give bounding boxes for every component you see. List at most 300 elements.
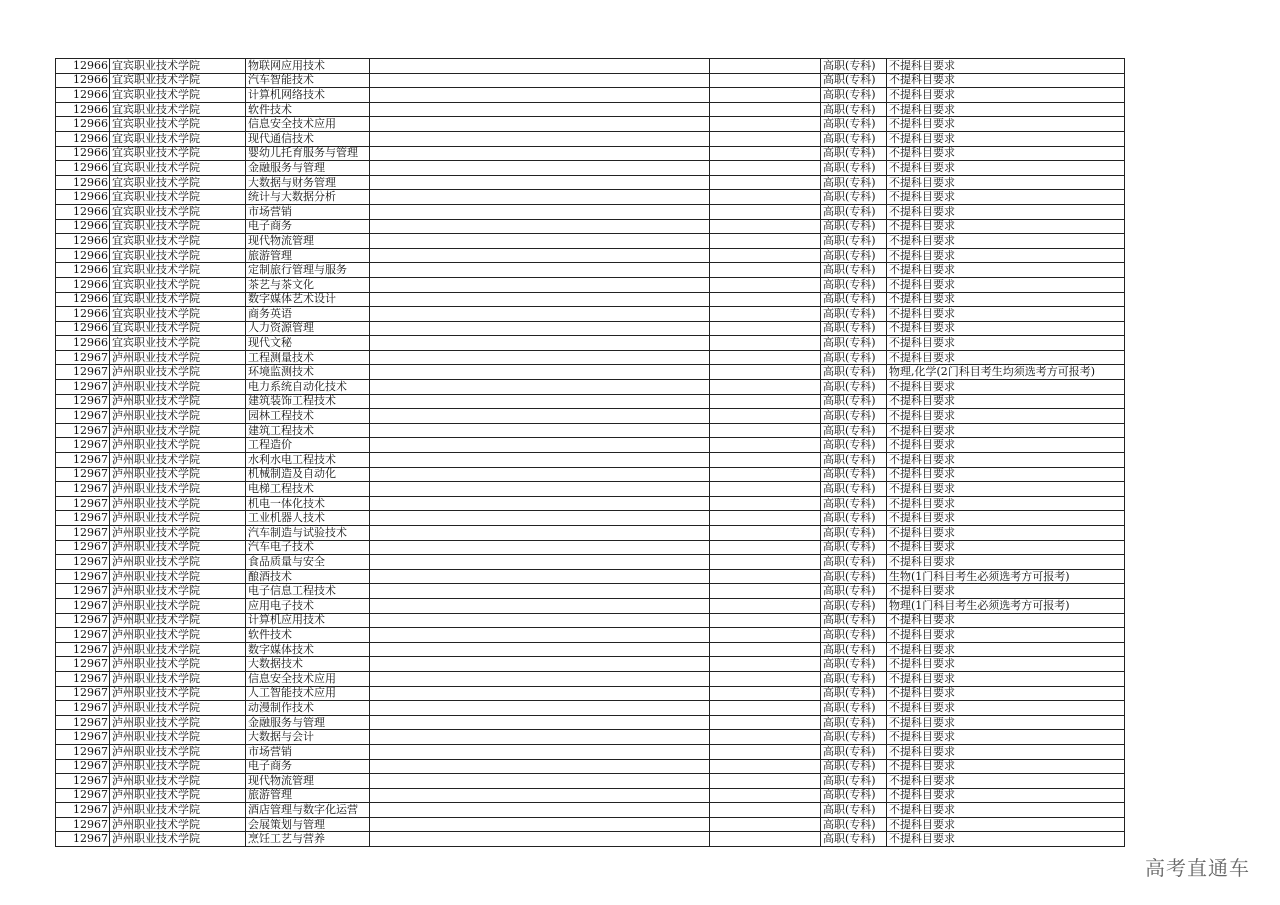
blank-cell [710, 817, 821, 832]
school-name-cell: 泸州职业技术学院 [110, 526, 246, 541]
school-name-cell: 泸州职业技术学院 [110, 423, 246, 438]
school-code-cell: 12967 [56, 701, 110, 716]
blank-cell [370, 409, 710, 424]
blank-cell [710, 467, 821, 482]
level-cell: 高职(专科) [821, 88, 887, 103]
subject-requirement-cell: 不提科目要求 [887, 190, 1125, 205]
major-name-cell: 计算机应用技术 [246, 613, 370, 628]
school-name-cell: 宜宾职业技术学院 [110, 131, 246, 146]
admission-table [55, 58, 1125, 847]
level-cell: 高职(专科) [821, 774, 887, 789]
subject-requirement-cell: 不提科目要求 [887, 117, 1125, 132]
table-row [56, 759, 1125, 774]
level-cell: 高职(专科) [821, 584, 887, 599]
level-cell: 高职(专科) [821, 701, 887, 716]
school-name-cell: 泸州职业技术学院 [110, 511, 246, 526]
school-code-cell: 12966 [56, 234, 110, 249]
table-row [56, 540, 1125, 555]
school-code-cell: 12966 [56, 336, 110, 351]
level-cell: 高职(专科) [821, 204, 887, 219]
school-code-cell: 12966 [56, 161, 110, 176]
school-code-cell: 12967 [56, 380, 110, 395]
school-code-cell: 12967 [56, 394, 110, 409]
blank-cell [370, 394, 710, 409]
subject-requirement-cell: 不提科目要求 [887, 380, 1125, 395]
school-code-cell: 12967 [56, 409, 110, 424]
school-code-cell: 12967 [56, 569, 110, 584]
blank-cell [710, 336, 821, 351]
subject-requirement-cell: 物理(1门科目考生必须选考方可报考) [887, 598, 1125, 613]
school-name-cell: 泸州职业技术学院 [110, 438, 246, 453]
major-name-cell: 机电一体化技术 [246, 496, 370, 511]
school-code-cell: 12967 [56, 832, 110, 847]
level-cell: 高职(专科) [821, 467, 887, 482]
school-name-cell: 宜宾职业技术学院 [110, 277, 246, 292]
school-code-cell: 12966 [56, 175, 110, 190]
blank-cell [710, 628, 821, 643]
subject-requirement-cell: 不提科目要求 [887, 511, 1125, 526]
blank-cell [710, 146, 821, 161]
blank-cell [710, 759, 821, 774]
table-row [56, 409, 1125, 424]
subject-requirement-cell: 不提科目要求 [887, 526, 1125, 541]
level-cell: 高职(专科) [821, 511, 887, 526]
subject-requirement-cell: 不提科目要求 [887, 730, 1125, 745]
blank-cell [710, 569, 821, 584]
major-name-cell: 建筑装饰工程技术 [246, 394, 370, 409]
major-name-cell: 现代物流管理 [246, 234, 370, 249]
level-cell: 高职(专科) [821, 817, 887, 832]
level-cell: 高职(专科) [821, 438, 887, 453]
subject-requirement-cell: 不提科目要求 [887, 613, 1125, 628]
blank-cell [710, 511, 821, 526]
blank-cell [370, 584, 710, 599]
school-code-cell: 12967 [56, 555, 110, 570]
blank-cell [370, 744, 710, 759]
school-code-cell: 12966 [56, 117, 110, 132]
blank-cell [370, 263, 710, 278]
major-name-cell: 信息安全技术应用 [246, 671, 370, 686]
table-row [56, 336, 1125, 351]
major-name-cell: 动漫制作技术 [246, 701, 370, 716]
blank-cell [710, 701, 821, 716]
subject-requirement-cell: 不提科目要求 [887, 88, 1125, 103]
level-cell: 高职(专科) [821, 146, 887, 161]
level-cell: 高职(专科) [821, 307, 887, 322]
school-code-cell: 12966 [56, 321, 110, 336]
blank-cell [370, 117, 710, 132]
table-row [56, 482, 1125, 497]
blank-cell [710, 788, 821, 803]
school-name-cell: 宜宾职业技术学院 [110, 88, 246, 103]
table-row [56, 175, 1125, 190]
subject-requirement-cell: 不提科目要求 [887, 496, 1125, 511]
blank-cell [370, 88, 710, 103]
blank-cell [710, 102, 821, 117]
level-cell: 高职(专科) [821, 409, 887, 424]
table-row [56, 146, 1125, 161]
school-name-cell: 泸州职业技术学院 [110, 555, 246, 570]
school-code-cell: 12966 [56, 73, 110, 88]
table-row [56, 496, 1125, 511]
school-code-cell: 12966 [56, 292, 110, 307]
major-name-cell: 水利水电工程技术 [246, 453, 370, 468]
blank-cell [370, 671, 710, 686]
blank-cell [370, 248, 710, 263]
school-name-cell: 泸州职业技术学院 [110, 598, 246, 613]
blank-cell [710, 73, 821, 88]
blank-cell [710, 642, 821, 657]
subject-requirement-cell: 不提科目要求 [887, 701, 1125, 716]
major-name-cell: 工业机器人技术 [246, 511, 370, 526]
major-name-cell: 物联网应用技术 [246, 59, 370, 74]
blank-cell [370, 277, 710, 292]
school-name-cell: 泸州职业技术学院 [110, 671, 246, 686]
school-name-cell: 泸州职业技术学院 [110, 569, 246, 584]
table-row [56, 88, 1125, 103]
blank-cell [710, 598, 821, 613]
level-cell: 高职(专科) [821, 131, 887, 146]
major-name-cell: 环境监测技术 [246, 365, 370, 380]
table-row [56, 817, 1125, 832]
school-code-cell: 12967 [56, 438, 110, 453]
table-row [56, 803, 1125, 818]
level-cell: 高职(专科) [821, 803, 887, 818]
school-name-cell: 宜宾职业技术学院 [110, 161, 246, 176]
table-row [56, 467, 1125, 482]
school-code-cell: 12967 [56, 350, 110, 365]
subject-requirement-cell: 不提科目要求 [887, 102, 1125, 117]
blank-cell [370, 730, 710, 745]
table-row [56, 423, 1125, 438]
major-name-cell: 数字媒体艺术设计 [246, 292, 370, 307]
school-code-cell: 12966 [56, 248, 110, 263]
table-row [56, 321, 1125, 336]
school-code-cell: 12967 [56, 686, 110, 701]
blank-cell [370, 613, 710, 628]
major-name-cell: 大数据技术 [246, 657, 370, 672]
major-name-cell: 软件技术 [246, 628, 370, 643]
blank-cell [370, 598, 710, 613]
subject-requirement-cell: 不提科目要求 [887, 715, 1125, 730]
major-name-cell: 园林工程技术 [246, 409, 370, 424]
blank-cell [370, 59, 710, 74]
level-cell: 高职(专科) [821, 263, 887, 278]
level-cell: 高职(专科) [821, 59, 887, 74]
major-name-cell: 计算机网络技术 [246, 88, 370, 103]
table-row [56, 219, 1125, 234]
subject-requirement-cell: 不提科目要求 [887, 467, 1125, 482]
school-name-cell: 泸州职业技术学院 [110, 496, 246, 511]
level-cell: 高职(专科) [821, 628, 887, 643]
blank-cell [710, 59, 821, 74]
subject-requirement-cell: 不提科目要求 [887, 409, 1125, 424]
blank-cell [370, 817, 710, 832]
school-name-cell: 宜宾职业技术学院 [110, 219, 246, 234]
blank-cell [370, 642, 710, 657]
table-row [56, 526, 1125, 541]
subject-requirement-cell: 物理,化学(2门科目考生均须选考方可报考) [887, 365, 1125, 380]
table-row [56, 584, 1125, 599]
major-name-cell: 市场营销 [246, 204, 370, 219]
level-cell: 高职(专科) [821, 423, 887, 438]
major-name-cell: 汽车电子技术 [246, 540, 370, 555]
major-name-cell: 现代物流管理 [246, 774, 370, 789]
school-name-cell: 泸州职业技术学院 [110, 409, 246, 424]
school-name-cell: 泸州职业技术学院 [110, 642, 246, 657]
school-code-cell: 12967 [56, 803, 110, 818]
table-row [56, 234, 1125, 249]
table-row [56, 671, 1125, 686]
blank-cell [370, 102, 710, 117]
level-cell: 高职(专科) [821, 482, 887, 497]
level-cell: 高职(专科) [821, 117, 887, 132]
table-row [56, 744, 1125, 759]
blank-cell [710, 423, 821, 438]
table-row [56, 307, 1125, 322]
school-name-cell: 泸州职业技术学院 [110, 657, 246, 672]
school-code-cell: 12967 [56, 788, 110, 803]
level-cell: 高职(专科) [821, 540, 887, 555]
table-row [56, 730, 1125, 745]
blank-cell [710, 803, 821, 818]
major-name-cell: 信息安全技术应用 [246, 117, 370, 132]
school-code-cell: 12967 [56, 628, 110, 643]
school-name-cell: 泸州职业技术学院 [110, 803, 246, 818]
level-cell: 高职(专科) [821, 657, 887, 672]
table-row [56, 774, 1125, 789]
school-name-cell: 泸州职业技术学院 [110, 817, 246, 832]
level-cell: 高职(专科) [821, 73, 887, 88]
major-name-cell: 电梯工程技术 [246, 482, 370, 497]
blank-cell [370, 365, 710, 380]
major-name-cell: 旅游管理 [246, 248, 370, 263]
level-cell: 高职(专科) [821, 555, 887, 570]
blank-cell [710, 730, 821, 745]
level-cell: 高职(专科) [821, 453, 887, 468]
level-cell: 高职(专科) [821, 613, 887, 628]
table-row [56, 204, 1125, 219]
subject-requirement-cell: 不提科目要求 [887, 438, 1125, 453]
level-cell: 高职(专科) [821, 248, 887, 263]
major-name-cell: 数字媒体技术 [246, 642, 370, 657]
major-name-cell: 工程造价 [246, 438, 370, 453]
level-cell: 高职(专科) [821, 832, 887, 847]
table-row [56, 350, 1125, 365]
school-name-cell: 泸州职业技术学院 [110, 759, 246, 774]
blank-cell [370, 292, 710, 307]
major-name-cell: 电力系统自动化技术 [246, 380, 370, 395]
school-code-cell: 12967 [56, 423, 110, 438]
major-name-cell: 人力资源管理 [246, 321, 370, 336]
blank-cell [370, 321, 710, 336]
level-cell: 高职(专科) [821, 321, 887, 336]
table-row [56, 628, 1125, 643]
school-code-cell: 12967 [56, 642, 110, 657]
level-cell: 高职(专科) [821, 102, 887, 117]
major-name-cell: 电子商务 [246, 759, 370, 774]
blank-cell [710, 555, 821, 570]
blank-cell [710, 671, 821, 686]
major-name-cell: 婴幼儿托育服务与管理 [246, 146, 370, 161]
blank-cell [710, 175, 821, 190]
school-code-cell: 12966 [56, 190, 110, 205]
blank-cell [710, 453, 821, 468]
blank-cell [370, 350, 710, 365]
watermark-text: 高考直通车 [1145, 856, 1250, 880]
major-name-cell: 建筑工程技术 [246, 423, 370, 438]
subject-requirement-cell: 不提科目要求 [887, 453, 1125, 468]
blank-cell [370, 628, 710, 643]
school-name-cell: 泸州职业技术学院 [110, 715, 246, 730]
blank-cell [710, 350, 821, 365]
school-name-cell: 泸州职业技术学院 [110, 350, 246, 365]
blank-cell [370, 423, 710, 438]
school-name-cell: 泸州职业技术学院 [110, 701, 246, 716]
table-row [56, 73, 1125, 88]
school-code-cell: 12966 [56, 59, 110, 74]
school-code-cell: 12966 [56, 204, 110, 219]
school-name-cell: 泸州职业技术学院 [110, 613, 246, 628]
subject-requirement-cell: 不提科目要求 [887, 671, 1125, 686]
major-name-cell: 金融服务与管理 [246, 715, 370, 730]
major-name-cell: 统计与大数据分析 [246, 190, 370, 205]
blank-cell [370, 657, 710, 672]
school-name-cell: 泸州职业技术学院 [110, 686, 246, 701]
school-name-cell: 泸州职业技术学院 [110, 628, 246, 643]
blank-cell [370, 526, 710, 541]
school-name-cell: 泸州职业技术学院 [110, 788, 246, 803]
table-row [56, 613, 1125, 628]
level-cell: 高职(专科) [821, 277, 887, 292]
subject-requirement-cell: 不提科目要求 [887, 788, 1125, 803]
subject-requirement-cell: 不提科目要求 [887, 803, 1125, 818]
blank-cell [710, 540, 821, 555]
major-name-cell: 大数据与会计 [246, 730, 370, 745]
blank-cell [710, 686, 821, 701]
table-row [56, 832, 1125, 847]
blank-cell [370, 511, 710, 526]
blank-cell [370, 715, 710, 730]
major-name-cell: 定制旅行管理与服务 [246, 263, 370, 278]
major-name-cell: 金融服务与管理 [246, 161, 370, 176]
subject-requirement-cell: 不提科目要求 [887, 73, 1125, 88]
subject-requirement-cell: 不提科目要求 [887, 175, 1125, 190]
school-name-cell: 宜宾职业技术学院 [110, 248, 246, 263]
subject-requirement-cell: 不提科目要求 [887, 686, 1125, 701]
blank-cell [710, 131, 821, 146]
blank-cell [710, 482, 821, 497]
school-name-cell: 宜宾职业技术学院 [110, 307, 246, 322]
subject-requirement-cell: 不提科目要求 [887, 161, 1125, 176]
table-row [56, 277, 1125, 292]
school-name-cell: 泸州职业技术学院 [110, 482, 246, 497]
school-name-cell: 宜宾职业技术学院 [110, 263, 246, 278]
level-cell: 高职(专科) [821, 190, 887, 205]
major-name-cell: 商务英语 [246, 307, 370, 322]
school-code-cell: 12967 [56, 540, 110, 555]
subject-requirement-cell: 不提科目要求 [887, 307, 1125, 322]
school-name-cell: 泸州职业技术学院 [110, 467, 246, 482]
level-cell: 高职(专科) [821, 219, 887, 234]
level-cell: 高职(专科) [821, 569, 887, 584]
blank-cell [710, 409, 821, 424]
blank-cell [370, 204, 710, 219]
school-name-cell: 宜宾职业技术学院 [110, 117, 246, 132]
major-name-cell: 电子商务 [246, 219, 370, 234]
blank-cell [710, 277, 821, 292]
table-row [56, 598, 1125, 613]
school-code-cell: 12966 [56, 263, 110, 278]
subject-requirement-cell: 生物(1门科目考生必须选考方可报考) [887, 569, 1125, 584]
blank-cell [710, 584, 821, 599]
school-name-cell: 宜宾职业技术学院 [110, 59, 246, 74]
blank-cell [370, 774, 710, 789]
blank-cell [370, 569, 710, 584]
subject-requirement-cell: 不提科目要求 [887, 59, 1125, 74]
school-name-cell: 宜宾职业技术学院 [110, 321, 246, 336]
subject-requirement-cell: 不提科目要求 [887, 234, 1125, 249]
subject-requirement-cell: 不提科目要求 [887, 744, 1125, 759]
subject-requirement-cell: 不提科目要求 [887, 321, 1125, 336]
level-cell: 高职(专科) [821, 744, 887, 759]
blank-cell [370, 701, 710, 716]
school-name-cell: 宜宾职业技术学院 [110, 73, 246, 88]
table-row [56, 569, 1125, 584]
subject-requirement-cell: 不提科目要求 [887, 759, 1125, 774]
table-row [56, 657, 1125, 672]
school-name-cell: 宜宾职业技术学院 [110, 204, 246, 219]
level-cell: 高职(专科) [821, 730, 887, 745]
blank-cell [710, 613, 821, 628]
blank-cell [710, 526, 821, 541]
blank-cell [370, 336, 710, 351]
school-code-cell: 12966 [56, 219, 110, 234]
blank-cell [370, 175, 710, 190]
blank-cell [370, 219, 710, 234]
table-body [56, 59, 1125, 847]
blank-cell [370, 438, 710, 453]
blank-cell [370, 788, 710, 803]
table-row [56, 642, 1125, 657]
table-row [56, 511, 1125, 526]
table-row [56, 292, 1125, 307]
blank-cell [710, 774, 821, 789]
major-name-cell: 会展策划与管理 [246, 817, 370, 832]
blank-cell [710, 394, 821, 409]
table-row [56, 555, 1125, 570]
major-name-cell: 食品质量与安全 [246, 555, 370, 570]
major-name-cell: 现代通信技术 [246, 131, 370, 146]
school-code-cell: 12966 [56, 277, 110, 292]
blank-cell [710, 365, 821, 380]
school-name-cell: 泸州职业技术学院 [110, 380, 246, 395]
blank-cell [710, 219, 821, 234]
major-name-cell: 电子信息工程技术 [246, 584, 370, 599]
major-name-cell: 酿酒技术 [246, 569, 370, 584]
school-code-cell: 12967 [56, 365, 110, 380]
major-name-cell: 工程测量技术 [246, 350, 370, 365]
level-cell: 高职(专科) [821, 598, 887, 613]
blank-cell [710, 307, 821, 322]
school-name-cell: 宜宾职业技术学院 [110, 190, 246, 205]
blank-cell [710, 263, 821, 278]
table-row [56, 788, 1125, 803]
subject-requirement-cell: 不提科目要求 [887, 336, 1125, 351]
blank-cell [710, 117, 821, 132]
blank-cell [370, 555, 710, 570]
school-name-cell: 宜宾职业技术学院 [110, 336, 246, 351]
